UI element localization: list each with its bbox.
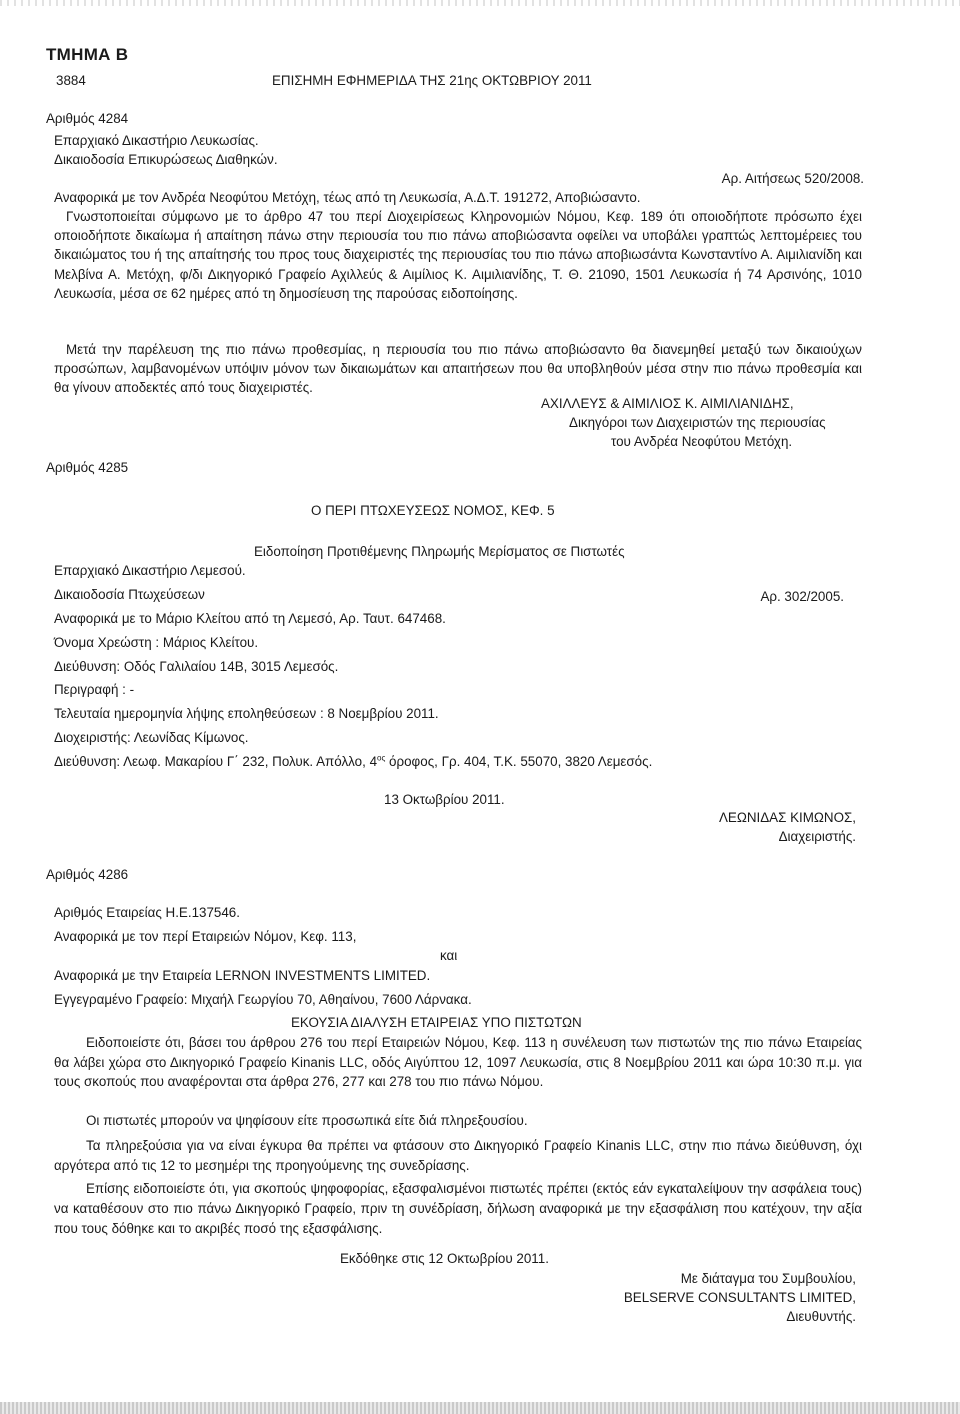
case-number: Αρ. 302/2005.	[760, 589, 844, 604]
deadline-line: Τελευταία ημερομηνία λήψης εποληθεύσεων : 8 Νοεμβρίου 2011.	[54, 706, 439, 721]
debtor-name: Όνομα Χρεώστη : Μάριος Κλείτου.	[54, 635, 259, 650]
signature-line-1: ΑΧΙΛΛΕΥΣ & ΑΙΜΙΛΙΟΣ Κ. ΑΙΜΙΛΙΑΝΙΔΗΣ,	[541, 396, 794, 411]
notice-body-1: Γνωστοποιείται σύμφωνο με το άρθρο 47 του περί Διοχειρίσεως Κληρονομιών Νόμου, Κεφ. 189 ότι οποιοδήποτε πρόσωπο έχει οποιοδήποτε δικαίωμα ή απαίτηση πάνω στην περιουσία του πιο πάνω αποβιώσαντα οφείλει να υποβάλει γραπτώς λεπτομέρειες του δικαιώματος του ή της απαίτησής του προς τους διαχειριστές της περιουσίας του πιο πάνω αποβιωσάντα Κωνσταντίνο Α. Αιμιλιανίδη και Μελβίνα Α. Μετόχη, φ/δι Δικηγορικό Γραφείο Αχιλλεύς & Αιμίλιος Κ. Αιμιλιανίδης, Τ. Θ. 21090, 1501 Λευκωσία ή 74 Αρσινόης, 1010 Λευκωσία, μέσα σε 62 ημέρες από τη δημοσίευση της παρούσας ειδοποίησης.	[54, 209, 862, 301]
paragraph-secured-creditors: Επίσης ειδοποιείστε ότι, για σκοπούς ψηφοφορίας, εξασφαλισμένοι πιστωτές πρέπει (εκτός εάν εγκαταλείψουν την ασφάλεια τους) να καταθέσουν στο πιο πάνω Δικηγορικό Γραφείο, πριν τη συνέδρίαση, δήλωση αναφορικά με την εξασφάλιση που κατέχουν, την αξία που τους δόθηκε και το ακριβές ποσό της εξασφάλισης.	[54, 1181, 862, 1236]
conjunction: και	[440, 948, 458, 963]
debtor-address: Διεύθυνση: Οδός Γαλιλαίου 14Β, 3015 Λεμεσός.	[54, 659, 339, 674]
gazette-title: ΕΠΙΣΗΜΗ ΕΦΗΜΕΡΙΔΑ ΤΗΣ 21ης ΟΚΤΩΒΡΙΟΥ 2011	[272, 73, 592, 88]
signature-line-1: Με διάταγμα του Συμβουλίου,	[680, 1271, 856, 1286]
scan-edge-top	[0, 0, 960, 6]
signature-line-3: Διευθυντής.	[786, 1309, 856, 1324]
court-division: Δικαιοδοσία Πτωχεύσεων	[54, 587, 205, 602]
law-title: Ο ΠΕΡΙ ΠΤΩΧΕΥΣΕΩΣ ΝΟΜΟΣ, ΚΕΦ. 5	[311, 503, 555, 518]
court-name: Επαρχιακό Δικαστήριο Λευκωσίας.	[54, 133, 259, 148]
notice-number-4286: Αριθμός 4286	[46, 867, 129, 882]
notice-subtitle: Ειδοποίηση Προτιθέμενης Πληρωμής Μερίσματος σε Πιστωτές	[254, 544, 625, 559]
reference-line: Αναφορικά με το Μάριο Κλείτου από τη Λεμεσό, Αρ. Ταυτ. 647468.	[54, 611, 446, 626]
reference-company: Αναφορικά με την Εταιρεία LERNON INVESTMENTS LIMITED.	[54, 968, 431, 983]
trustee-name: Διοχειριστής: Λεωνίδας Κίμωνος.	[54, 730, 249, 745]
signature-line-2: Δικηγόροι των Διαχειριστών της περιουσίας	[569, 415, 826, 430]
company-number: Αριθμός Εταιρείας Η.Ε.137546.	[54, 905, 240, 920]
scan-edge-bottom	[0, 1402, 960, 1414]
issue-date: Εκδόθηκε στις 12 Οκτωβρίου 2011.	[340, 1251, 549, 1266]
reference-line: Αναφορικά με τον Ανδρέα Νεοφύτου Μετόχη, τέως από τη Λευκωσία, Α.Δ.Τ. 191272, Αποβιώσαντο.	[54, 190, 641, 205]
liquidation-title: ΕΚΟΥΣΙΑ ΔΙΑΛΥΣΗ ΕΤΑΙΡΕΙΑΣ ΥΠΟ ΠΙΣΤΩΤΩΝ	[291, 1015, 582, 1030]
signature-title: Διαχειριστής.	[778, 829, 856, 844]
notice-number-4285: Αριθμός 4285	[46, 460, 129, 475]
trustee-address: Διεύθυνση: Λεωφ. Μακαρίου Γ΄ 232, Πολυκ. Απόλλο, $4^{o\varsigma}$ όροφος, Γρ. 404, Τ.Κ. 55070, 3820 Λεμεσός.	[54, 753, 653, 769]
application-number: Αρ. Αιτήσεως 520/2008.	[721, 171, 864, 186]
notice-body-2: Μετά την παρέλευση της πιο πάνω προθεσμίας, η περιουσία του πιο πάνω αποβιώσαντο θα διανεμηθεί μεταξύ των δικαιούχων προσώπων, λαμβανομένων υπόψιν μόνον των δικαιωμάτων και απαιτήσεων που θα υποβληθούν μέσα στην πιο πάνω προθεσμία και θα γίνουν αποδεκτές από τους διαχειριστές.	[54, 342, 862, 395]
reference-law: Αναφορικά με τον περί Εταιρειών Νόμον, Κεφ. 113,	[54, 929, 357, 944]
paragraph-proxies: Τα πληρεξούσια για να είναι έγκυρα θα πρέπει να φτάσουν στο Δικηγορικό Γραφείο Kinanis LLC, στην πιο πάνω διεύθυνση, όχι αργότερα από τις 12 το μεσημέρι της προηγούμενης της συνεδρίασης.	[54, 1138, 862, 1173]
notice-number-4284: Αριθμός 4284	[46, 111, 129, 126]
notice-date: 13 Οκτωβρίου 2011.	[384, 792, 505, 807]
description-line: Περιγραφή : -	[54, 682, 135, 697]
paragraph-meeting: Ειδοποιείστε ότι, βάσει του άρθρου 276 του περί Εταιρειών Νόμου, Κεφ. 113 η συνέλευση των πιστωτών της πιο πάνω Εταιρείας θα λάβει χώρα στο Δικηγορικό Γραφείο Kinanis LLC, οδός Αιγύπτου 12, 1097 Λευκωσία, στις 8 Νοεμβρίου 2011 και ώρα 10:30 π.μ. για τους σκοπούς που αναφέρονται στα άρθρα 276, 277 και 278 του πιο πάνω Νόμου.	[54, 1035, 862, 1089]
court-name: Επαρχιακό Δικαστήριο Λεμεσού.	[54, 563, 246, 578]
section-title: ΤΜΗΜΑ Β	[46, 45, 129, 64]
court-division: Δικαιοδοσία Επικυρώσεως Διαθηκών.	[54, 152, 278, 167]
registered-office: Εγγεγραμένο Γραφείο: Μιχαήλ Γεωργίου 70, Αθηαίνου, 7600 Λάρνακα.	[54, 992, 472, 1007]
signature-name: ΛΕΩΝΙΔΑΣ ΚΙΜΩΝΟΣ,	[718, 810, 856, 825]
signature-line-2: BELSERVE CONSULTANTS LIMITED,	[623, 1290, 856, 1305]
signature-line-3: του Ανδρέα Νεοφύτου Μετόχη.	[611, 434, 793, 449]
paragraph-voting: Οι πιστωτές μπορούν να ψηφίσουν είτε προσωπικά είτε διά πληρεξουσίου.	[86, 1113, 528, 1128]
page-number: 3884	[56, 73, 86, 88]
